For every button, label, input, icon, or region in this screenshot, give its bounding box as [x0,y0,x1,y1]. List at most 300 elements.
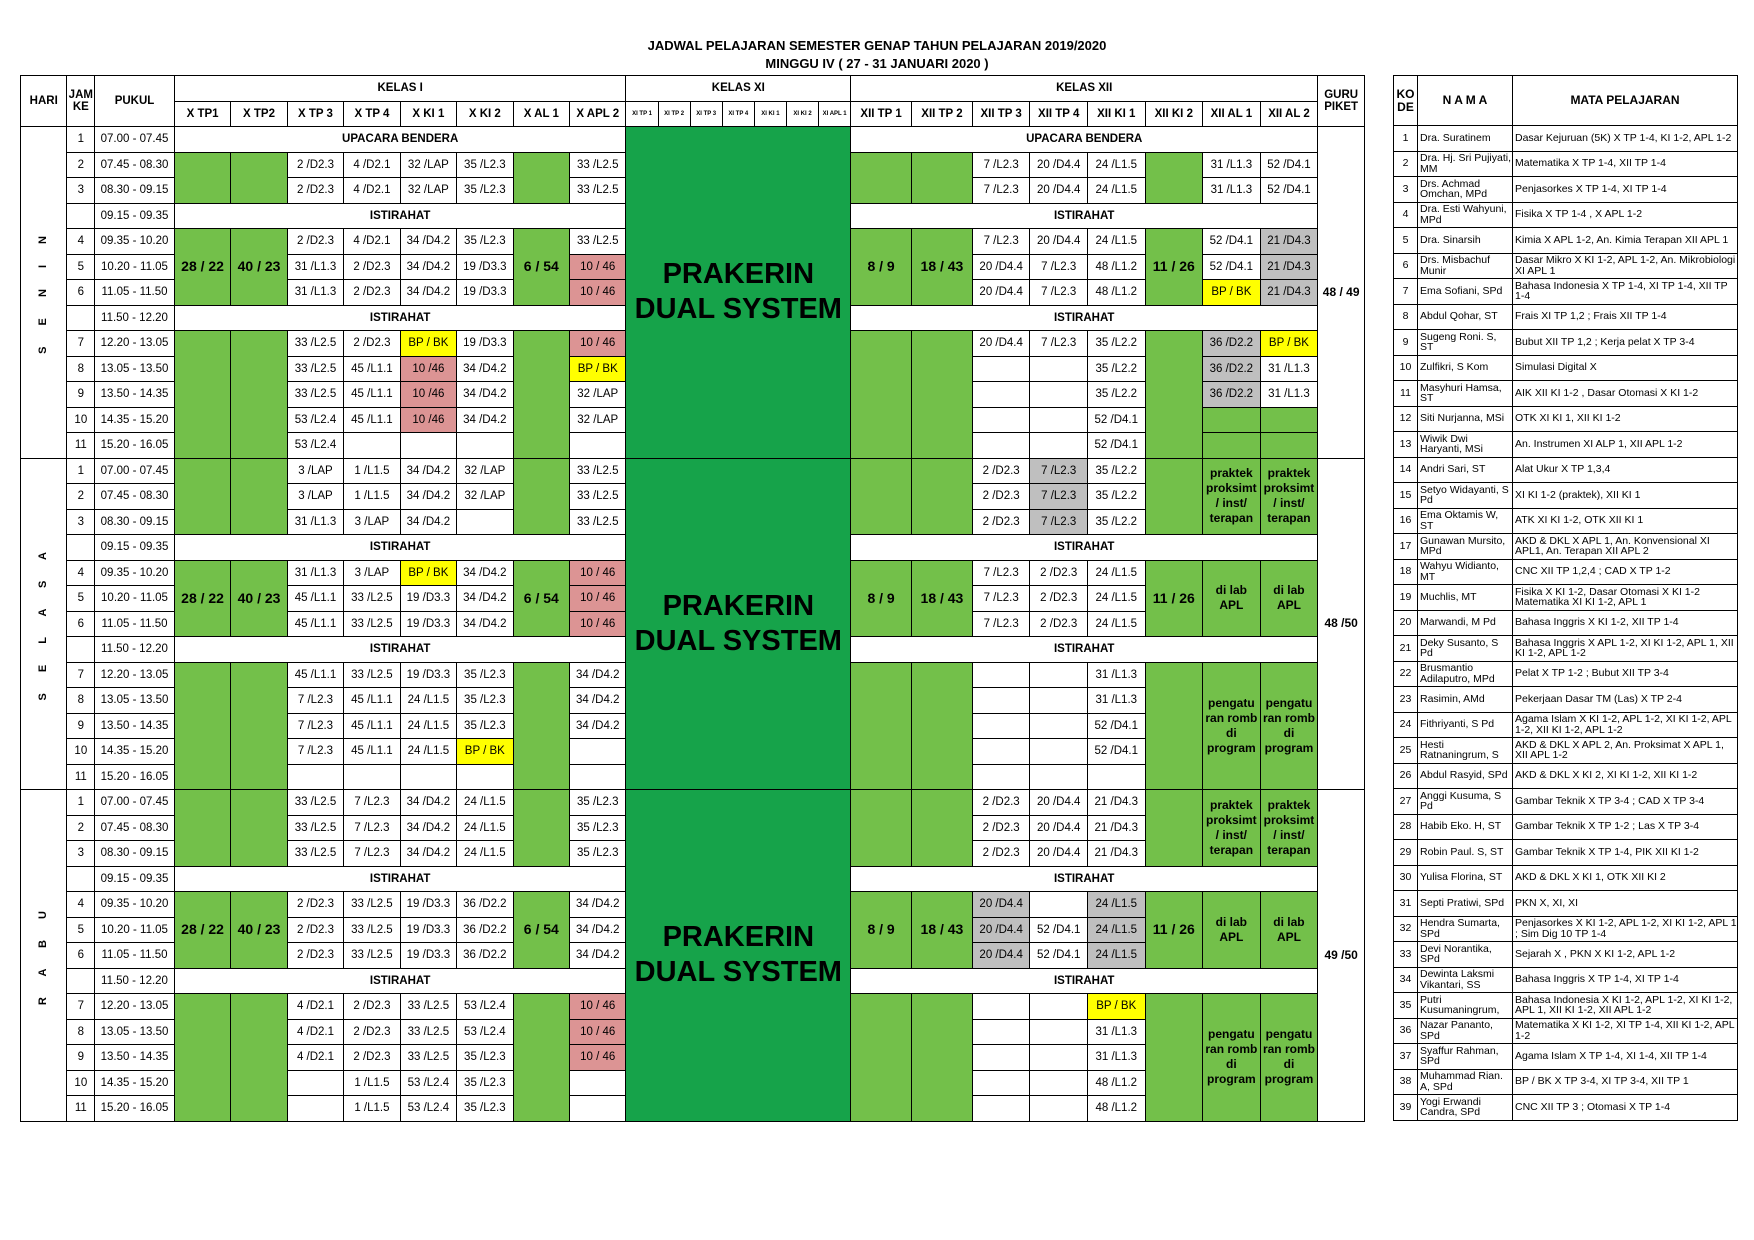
merged-xiiki2 [1145,662,1203,790]
x-class-cell: 10 /46 [400,407,456,433]
x-apl2-cell: 34 /D4.2 [570,713,626,739]
teacher-name: Hendra Sumarta, SPd [1418,916,1513,942]
teacher-subject: Gambar Teknik X TP 3-4 ; CAD X TP 3-4 [1513,789,1738,815]
teacher-row [1394,967,1738,993]
x-apl2-cell: 33 /L2.5 [570,178,626,204]
teacher-name: Brusmantio Adilaputro, MPd [1418,661,1513,687]
x-class-cell: 35 /L2.3 [457,1070,513,1096]
xii-al2-cell: 21 /D4.3 [1260,280,1318,306]
xii-class-cell: 7 /L2.3 [972,560,1030,586]
xii-class-cell [1030,688,1088,714]
xii-al1-cell [1203,433,1261,459]
jam-ke: 10 [67,407,95,433]
x-class-cell: 19 /D3.3 [457,331,513,357]
teacher-subject: Fisika X TP 1-4 , X APL 1-2 [1513,202,1738,228]
merged-xiitp2: 18 / 43 [912,560,973,637]
teacher-row [1394,457,1738,483]
x-class-cell: 33 /L2.5 [287,356,343,382]
xii-class-cell: 52 /D4.1 [1030,917,1088,943]
xii-class-cell: 7 /L2.3 [1030,509,1088,535]
teacher-subject: Bahasa Inggris X KI 1-2, XII TP 1-4 [1513,610,1738,636]
teacher-subject: AKD & DKL X APL 2, An. Proksimat X APL 1, XII APL 1-2 [1513,738,1738,764]
xii-class-cell: 52 /D4.1 [1087,713,1145,739]
xii-class-cell: 24 /L1.5 [1087,152,1145,178]
x-class-cell: 53 /L2.4 [287,407,343,433]
x-class-cell [344,433,400,459]
x-class-cell: 31 /L1.3 [287,254,343,280]
xii-class-cell: 35 /L2.2 [1087,484,1145,510]
pukul: 12.20 - 13.05 [95,331,175,357]
x-class-cell: 7 /L2.3 [344,815,400,841]
xii-class-cell: 24 /L1.5 [1087,892,1145,918]
x-class-cell: 31 /L1.3 [287,509,343,535]
x-apl2-cell: BP / BK [570,356,626,382]
teacher-name: Wahyu Widianto, MT [1418,559,1513,585]
x-class-cell: 31 /L1.3 [287,560,343,586]
pukul: 15.20 - 16.05 [95,764,175,790]
istirahat-band: ISTIRAHAT [851,305,1318,331]
pukul: 07.45 - 08.30 [95,815,175,841]
header-kode: KO DE [1394,76,1418,126]
x-class-cell: 1 /L1.5 [344,484,400,510]
teacher-subject: Bahasa Inggris X APL 1-2, XI KI 1-2, APL 1, XII KI 1-2, APL 1-2 [1513,636,1738,662]
merged-xtp1 [174,994,230,1122]
x-apl2-cell: 33 /L2.5 [570,484,626,510]
merged-xtp1 [174,458,230,535]
teacher-name: Deky Susanto, S Pd [1418,636,1513,662]
teacher-subject: Bahasa Inggris X TP 1-4, XI TP 1-4 [1513,967,1738,993]
xii-class-cell: 35 /L2.2 [1087,331,1145,357]
teacher-kode: 10 [1394,355,1418,381]
x-class-cell: 34 /D4.2 [400,790,456,816]
xii-class-cell: 20 /D4.4 [972,943,1030,969]
teacher-name: Septi Pratiwi, SPd [1418,891,1513,917]
teacher-row [1394,1018,1738,1044]
merged-xiitp1 [851,790,912,867]
x-apl2-cell: 35 /L2.3 [570,815,626,841]
teacher-kode: 29 [1394,840,1418,866]
teacher-kode: 4 [1394,202,1418,228]
merged-xtp2 [231,662,287,790]
xii-al1-cell: 36 /D2.2 [1203,356,1261,382]
teacher-kode: 38 [1394,1069,1418,1095]
teacher-name: Fithriyanti, S Pd [1418,712,1513,738]
jam-ke: 8 [67,356,95,382]
class-header: X AL 1 [513,101,569,127]
x-apl2-cell: 10 / 46 [570,560,626,586]
x-class-cell: 35 /L2.3 [457,178,513,204]
pukul: 08.30 - 09.15 [95,178,175,204]
istirahat-band: ISTIRAHAT [174,203,626,229]
x-class-cell: 45 /L1.1 [344,382,400,408]
teacher-subject: AIK XII KI 1-2 , Dasar Otomasi X KI 1-2 [1513,381,1738,407]
teacher-kode: 23 [1394,687,1418,713]
xii-al1-cell [1203,407,1261,433]
teacher-subject: Agama Islam X KI 1-2, APL 1-2, XI KI 1-2, APL 1-2, XII KI 1-2, APL 1-2 [1513,712,1738,738]
teacher-kode: 21 [1394,636,1418,662]
x-class-cell: 34 /D4.2 [457,611,513,637]
istirahat-band: ISTIRAHAT [851,866,1318,892]
xii-class-cell: 2 /D2.3 [1030,560,1088,586]
x-class-cell: 4 /D2.1 [344,152,400,178]
xii-class-cell: 20 /D4.4 [1030,841,1088,867]
x-class-cell: 36 /D2.2 [457,943,513,969]
jam-ke: 5 [67,254,95,280]
xii-class-cell [1030,382,1088,408]
xii-al2-cell: 31 /L1.3 [1260,382,1318,408]
x-class-cell: 2 /D2.3 [344,280,400,306]
teacher-subject: Alat Ukur X TP 1,3,4 [1513,457,1738,483]
xii-class-cell: 48 /L1.2 [1087,280,1145,306]
jam-ke: 9 [67,713,95,739]
x-class-cell: 3 /LAP [287,484,343,510]
x-class-cell: 10 /46 [400,382,456,408]
xii-class-cell: 52 /D4.1 [1087,739,1145,765]
teacher-subject: AKD & DKL X APL 1, An. Konvensional XI APL1, An. Terapan XII APL 2 [1513,534,1738,560]
xii-al2-cell: 21 /D4.3 [1260,254,1318,280]
teacher-kode: 2 [1394,151,1418,177]
merged-xiiki2 [1145,994,1203,1122]
x-class-cell: 10 /46 [400,356,456,382]
x-class-cell: 4 /D2.1 [344,178,400,204]
merged-xiitp2 [912,458,973,535]
pukul: 09.35 - 10.20 [95,892,175,918]
xii-class-cell [1030,433,1088,459]
xii-class-cell: 31 /L1.3 [1087,1019,1145,1045]
class-header: XI TP 4 [722,101,754,127]
x-apl2-cell: 10 / 46 [570,586,626,612]
teacher-row [1394,814,1738,840]
teacher-subject: Bahasa Indonesia X KI 1-2, APL 1-2, XI KI 1-2, APL 1, XII KI 1-2, XII APL 1-2 [1513,993,1738,1019]
x-class-cell: 34 /D4.2 [457,586,513,612]
pukul: 12.20 - 13.05 [95,662,175,688]
xii-class-cell [1030,1019,1088,1045]
merged-xiiki2 [1145,458,1203,535]
xii-class-cell: 48 /L1.2 [1087,1070,1145,1096]
xii-class-cell [972,764,1030,790]
pukul: 14.35 - 15.20 [95,739,175,765]
teacher-kode: 1 [1394,126,1418,152]
teacher-subject: An. Instrumen XI ALP 1, XII APL 1-2 [1513,432,1738,458]
x-class-cell: BP / BK [400,331,456,357]
xii-al1-cell: 31 /L1.3 [1203,178,1261,204]
teacher-name: Habib Eko. H, ST [1418,814,1513,840]
xii-class-cell: 7 /L2.3 [1030,280,1088,306]
teacher-name: Muchlis, MT [1418,585,1513,611]
x-class-cell: 24 /L1.5 [457,790,513,816]
x-apl2-cell: 34 /D4.2 [570,917,626,943]
xii-class-cell: 31 /L1.3 [1087,662,1145,688]
teacher-kode: 6 [1394,253,1418,279]
merged-xiiki2: 11 / 26 [1145,892,1203,969]
teacher-subject: XI KI 1-2 (praktek), XII KI 1 [1513,483,1738,509]
pukul: 15.20 - 16.05 [95,1096,175,1122]
istirahat-band: ISTIRAHAT [851,203,1318,229]
pukul: 07.00 - 07.45 [95,790,175,816]
xii-class-cell: BP / BK [1087,994,1145,1020]
x-class-cell: 2 /D2.3 [287,943,343,969]
class-header: XI KI 1 [754,101,786,127]
teacher-kode: 31 [1394,891,1418,917]
header-kelas-xi: KELAS XI [626,76,851,102]
teacher-kode: 15 [1394,483,1418,509]
class-header: X KI 1 [400,101,456,127]
teacher-subject: Kimia X APL 1-2, An. Kimia Terapan XII APL 1 [1513,228,1738,254]
pukul: 10.20 - 11.05 [95,586,175,612]
x-class-cell [400,764,456,790]
x-class-cell: 34 /D4.2 [400,458,456,484]
istirahat-band: ISTIRAHAT [174,637,626,663]
xii-class-cell [1030,764,1088,790]
jam-ke: 3 [67,841,95,867]
xii-class-cell: 7 /L2.3 [972,152,1030,178]
merged-xiitp1 [851,994,912,1122]
x-class-cell: 19 /D3.3 [400,917,456,943]
teacher-name: Dewinta Laksmi Vikantari, SS [1418,967,1513,993]
x-class-cell: 45 /L1.1 [344,407,400,433]
x-class-cell: 24 /L1.5 [457,841,513,867]
pukul: 08.30 - 09.15 [95,509,175,535]
x-apl2-cell: 34 /D4.2 [570,688,626,714]
x-class-cell: 7 /L2.3 [287,739,343,765]
teacher-row [1394,636,1738,662]
jam-ke [67,968,95,994]
x-class-cell: 7 /L2.3 [287,688,343,714]
x-class-cell: 4 /D2.1 [287,1019,343,1045]
teacher-name: Dra. Hj. Sri Pujiyati, MM [1418,151,1513,177]
teacher-row [1394,228,1738,254]
jam-ke: 3 [67,178,95,204]
jam-ke: 2 [67,152,95,178]
teacher-subject: Gambar Teknik X TP 1-2 ; Las X TP 3-4 [1513,814,1738,840]
merged-xiiki2: 11 / 26 [1145,229,1203,306]
teacher-subject: ATK XI KI 1-2, OTK XII KI 1 [1513,508,1738,534]
pukul: 07.45 - 08.30 [95,152,175,178]
teacher-subject: OTK XI KI 1, XII KI 1-2 [1513,406,1738,432]
teacher-subject: Penjasorkes X KI 1-2, APL 1-2, XI KI 1-2, APL 1 ; Sim Dig 10 TP 1-4 [1513,916,1738,942]
teacher-subject: AKD & DKL X KI 1, OTK XII KI 2 [1513,865,1738,891]
teacher-kode: 7 [1394,279,1418,305]
xii-class-cell [972,407,1030,433]
x-apl2-cell: 10 / 46 [570,1045,626,1071]
x-class-cell: 32 /LAP [400,178,456,204]
header-guru-piket: GURU PIKET [1318,76,1365,127]
x-apl2-cell: 10 / 46 [570,1019,626,1045]
x-apl2-cell [570,739,626,765]
teacher-kode: 11 [1394,381,1418,407]
x-apl2-cell [570,433,626,459]
x-class-cell [457,433,513,459]
teacher-name: Siti Nurjanna, MSi [1418,406,1513,432]
teacher-name: Abdul Rasyid, SPd [1418,763,1513,789]
teacher-row [1394,661,1738,687]
xii-class-cell [972,1070,1030,1096]
teacher-name: Nazar Pananto, SPd [1418,1018,1513,1044]
teacher-subject: Matematika X KI 1-2, XI TP 1-4, XII KI 1-2, APL 1-2 [1513,1018,1738,1044]
teacher-row [1394,891,1738,917]
teacher-kode: 14 [1394,457,1418,483]
xii-class-cell [1030,1070,1088,1096]
x-class-cell: 53 /L2.4 [400,1070,456,1096]
pukul: 11.05 - 11.50 [95,943,175,969]
xii-al2-cell: BP / BK [1260,331,1318,357]
x-class-cell [287,1096,343,1122]
guru-piket: 48 /50 [1318,458,1365,790]
x-class-cell: 35 /L2.3 [457,688,513,714]
jam-ke: 1 [67,127,95,153]
xii-al1-cell: BP / BK [1203,280,1261,306]
x-class-cell: 35 /L2.3 [457,1045,513,1071]
xii-class-cell: 7 /L2.3 [972,586,1030,612]
x-class-cell: 34 /D4.2 [400,509,456,535]
teacher-row [1394,942,1738,968]
teacher-subject: Bubut XII TP 1,2 ; Kerja pelat X TP 3-4 [1513,330,1738,356]
day-label [21,458,67,790]
x-class-cell: 45 /L1.1 [287,662,343,688]
x-class-cell: 7 /L2.3 [344,841,400,867]
header-kelas-x: KELAS I [174,76,626,102]
x-class-cell: 1 /L1.5 [344,1096,400,1122]
teacher-row [1394,1044,1738,1070]
upacara-band: UPACARA BENDERA [174,127,626,153]
x-apl2-cell: 33 /L2.5 [570,458,626,484]
x-class-cell: 32 /LAP [400,152,456,178]
x-class-cell: 4 /D2.1 [287,1045,343,1071]
x-class-cell: 33 /L2.5 [344,662,400,688]
class-header: XII TP 2 [912,101,973,127]
x-class-cell: 34 /D4.2 [400,841,456,867]
xii-class-cell: 7 /L2.3 [972,611,1030,637]
jam-ke: 5 [67,917,95,943]
teacher-subject: CNC XII TP 1,2,4 ; CAD X TP 1-2 [1513,559,1738,585]
x-class-cell: 2 /D2.3 [344,1019,400,1045]
teacher-row [1394,1095,1738,1121]
teacher-row [1394,840,1738,866]
istirahat-band: ISTIRAHAT [851,968,1318,994]
pukul: 13.50 - 14.35 [95,1045,175,1071]
x-class-cell: 19 /D3.3 [400,586,456,612]
teacher-kode: 17 [1394,534,1418,560]
teacher-subject: Bahasa Indonesia X TP 1-4, XI TP 1-4, XII TP 1-4 [1513,279,1738,305]
x-apl2-cell: 32 /LAP [570,407,626,433]
teacher-subject: Gambar Teknik X TP 1-4, PIK XII KI 1-2 [1513,840,1738,866]
pukul: 12.20 - 13.05 [95,994,175,1020]
pukul: 11.05 - 11.50 [95,280,175,306]
xii-class-cell [1030,356,1088,382]
xii-class-cell: 20 /D4.4 [1030,790,1088,816]
merged-xal1: 6 / 54 [513,892,569,969]
merged-xal1 [513,790,569,867]
x-class-cell: 3 /LAP [344,560,400,586]
merged-xal1 [513,331,569,459]
xii-class-cell [972,662,1030,688]
xii-al2-block: di lab APL [1260,892,1318,969]
x-apl2-cell: 10 / 46 [570,994,626,1020]
teacher-row [1394,330,1738,356]
teacher-kode: 36 [1394,1018,1418,1044]
teacher-row [1394,406,1738,432]
xii-class-cell: 20 /D4.4 [972,254,1030,280]
pukul: 11.50 - 12.20 [95,305,175,331]
teacher-subject: Dasar Kejuruan (5K) X TP 1-4, KI 1-2, APL 1-2 [1513,126,1738,152]
teacher-row [1394,610,1738,636]
xii-al2-cell: 52 /D4.1 [1260,152,1318,178]
jam-ke: 6 [67,280,95,306]
x-class-cell: 33 /L2.5 [344,586,400,612]
teacher-name: Anggi Kusuma, S Pd [1418,789,1513,815]
pukul: 09.35 - 10.20 [95,560,175,586]
class-header: X TP 3 [287,101,343,127]
jam-ke: 5 [67,586,95,612]
teacher-name: Gunawan Mursito, MPd [1418,534,1513,560]
xii-class-cell: 31 /L1.3 [1087,1045,1145,1071]
jam-ke: 1 [67,790,95,816]
merged-xtp2: 40 / 23 [231,229,287,306]
merged-xiitp1 [851,458,912,535]
x-class-cell: 19 /D3.3 [400,611,456,637]
teacher-kode: 26 [1394,763,1418,789]
x-class-cell: 2 /D2.3 [287,152,343,178]
teacher-kode: 34 [1394,967,1418,993]
x-apl2-cell: 34 /D4.2 [570,892,626,918]
pukul: 08.30 - 09.15 [95,841,175,867]
x-class-cell: 33 /L2.5 [344,917,400,943]
x-class-cell: 34 /D4.2 [400,280,456,306]
teacher-kode: 32 [1394,916,1418,942]
x-class-cell [457,764,513,790]
x-class-cell: 33 /L2.5 [400,1045,456,1071]
xii-class-cell: 24 /L1.5 [1087,560,1145,586]
jam-ke: 4 [67,229,95,255]
x-class-cell: 36 /D2.2 [457,892,513,918]
x-class-cell: 34 /D4.2 [400,815,456,841]
merged-xtp1: 28 / 22 [174,892,230,969]
xii-class-cell: 7 /L2.3 [1030,254,1088,280]
day-label [21,790,67,1122]
x-apl2-cell: 33 /L2.5 [570,152,626,178]
class-header: X APL 2 [570,101,626,127]
teacher-subject: AKD & DKL X KI 2, XI KI 1-2, XII KI 1-2 [1513,763,1738,789]
istirahat-band: ISTIRAHAT [174,866,626,892]
teacher-kode: 30 [1394,865,1418,891]
xii-al1-cell: 52 /D4.1 [1203,254,1261,280]
pukul: 15.20 - 16.05 [95,433,175,459]
header-hari: HARI [21,76,67,127]
schedule-table [20,75,1365,1122]
teacher-name: Yogi Erwandi Candra, SPd [1418,1095,1513,1121]
teacher-subject: CNC XII TP 3 ; Otomasi X TP 1-4 [1513,1095,1738,1121]
jam-ke: 11 [67,1096,95,1122]
merged-xtp2 [231,152,287,203]
header-kelas-xii: KELAS XII [851,76,1318,102]
x-apl2-cell: 10 / 46 [570,611,626,637]
xii-class-cell: 52 /D4.1 [1087,407,1145,433]
xii-class-cell [972,1045,1030,1071]
x-class-cell: 34 /D4.2 [457,407,513,433]
pukul: 13.50 - 14.35 [95,713,175,739]
x-class-cell: 33 /L2.5 [400,994,456,1020]
xii-al1-block: di lab APL [1203,560,1261,637]
merged-xtp1: 28 / 22 [174,560,230,637]
day-name: R A B U [36,902,49,1006]
merged-xtp2 [231,994,287,1122]
day-label [21,127,67,459]
xii-class-cell: 24 /L1.5 [1087,611,1145,637]
teacher-kode: 20 [1394,610,1418,636]
xii-class-cell: 7 /L2.3 [972,178,1030,204]
merged-xiitp1 [851,331,912,459]
merged-xiitp2 [912,331,973,459]
